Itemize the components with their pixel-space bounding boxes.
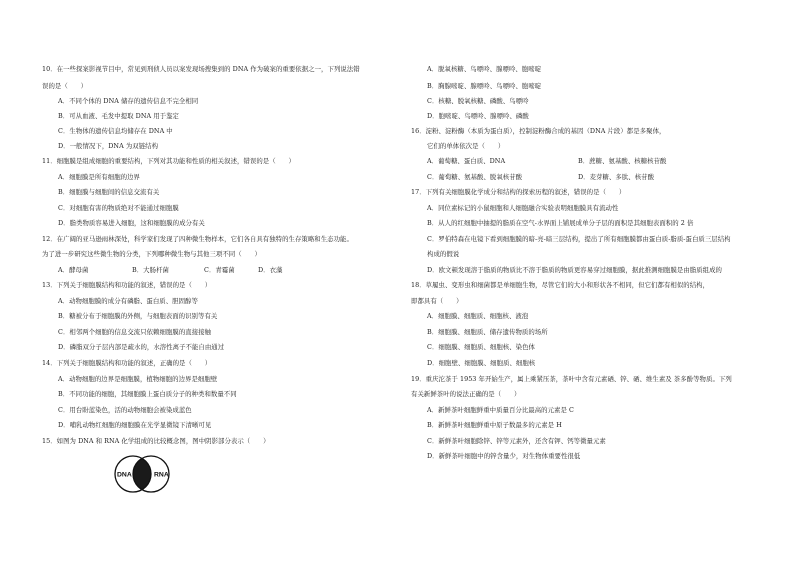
q10-option-a: A．不同个体的 DNA 储存的遗传信息不完全相同 (58, 97, 199, 105)
venn-dna-label: DNA (117, 471, 132, 479)
q10-option-c: C．生物体的遗传信息均储存在 DNA 中 (58, 127, 173, 135)
q15-stem: 15．如图为 DNA 和 RNA 化学组成的比较概念图，图中阴影部分表示（ ） (42, 437, 270, 445)
q10-stem-line1: 10．在一些探案影视节目中，常见到刑侦人员以案发现场搜集到的 DNA 作为破案的重要依据之一，下列说法错 (42, 65, 360, 73)
q11-option-b: B．细胞膜与细胞间的信息交流有关 (58, 188, 160, 196)
q12-option-c: C．青霉菌 (204, 266, 235, 274)
q19-option-d: D．新鲜茶叶细胞中的锌含量少，对生物体重要性很低 (427, 452, 581, 460)
q15-option-a: A．脱氧核糖、鸟嘌呤、腺嘌呤、胞嘧啶 (427, 65, 542, 73)
q12-stem-line1: 12．在广阔的亚马逊雨林深处，科学家们发现了四种微生物样本，它们各自具有独特的生存策略和生态功能。 (42, 235, 353, 243)
q14-option-c: C．用台盼蓝染色，活的动物细胞会被染成蓝色 (58, 406, 192, 414)
q17-option-a: A．同位素标记的小鼠细胞和人细胞融合实验表明细胞膜具有流动性 (427, 204, 619, 212)
q18-option-c: C．细胞膜、细胞质、细胞核、染色体 (427, 343, 535, 351)
q12-stem-line2: 为了进一步研究这些微生物的分类，下列哪种微生物与其他三项不同（ ） (42, 250, 261, 258)
q12-option-a: A．酵母菌 (58, 266, 89, 274)
q19-option-c: C．新鲜茶叶细胞除锌、锌等元素外，还含有钾、钙等微量元素 (427, 437, 606, 445)
q13-stem: 13．下列关于细胞膜结构和功能的叙述，错误的是（ ） (42, 281, 212, 289)
q19-option-a: A．新鲜茶叶细胞鲜重中质量百分比最高的元素是 C (427, 406, 574, 414)
dna-rna-venn-diagram (112, 454, 172, 494)
q14-option-a: A．动物细胞的边界是细胞膜，植物细胞的边界是细胞壁 (58, 375, 218, 383)
q19-stem-line1: 19．重庆沱茶于 1953 年开始生产，属上乘紧压茶，茶叶中含有元素硒、锌、硒、维生素及 茶多酚等物质。下列 (411, 375, 732, 383)
q11-option-a: A．细胞膜是所有细胞的边界 (58, 173, 140, 181)
q16-stem-line2: 它们的单体依次是（ ） (427, 142, 505, 150)
q18-option-d: D．细胞壁、细胞膜、细胞质、细胞核 (427, 359, 536, 367)
q11-option-d: D．脂类物质容易进入细胞，这和细胞膜的成分有关 (58, 219, 205, 227)
q17-option-b: B．从人的红细胞中抽提的脂质在空气-水界面上铺展成单分子层的面积是其细胞表面积的 2 倍 (427, 219, 694, 227)
q10-stem-line2: 误的是（ ） (42, 82, 88, 90)
q15-option-b: B．胸腺嘧啶、腺嘌呤、鸟嘌呤、胞嘧啶 (427, 82, 542, 90)
q14-option-d: D．哺乳动物红细胞的细胞膜在光学显微镜下清晰可见 (58, 421, 212, 429)
q17-option-d: D．欧文顿发现溶于脂质的物质比不溶于脂质的物质更容易穿过细胞膜，据此推测细胞膜是由脂质组成的 (427, 266, 722, 274)
q13-option-b: B．糖被分布于细胞膜的外侧，与细胞表面的识别等有关 (58, 312, 218, 320)
q16-stem-line1: 16．淀粉、淀粉酶（本质为蛋白质），控制淀粉酶合成的基因（DNA 片段）都是多聚体， (411, 127, 666, 135)
q14-option-b: B．不同功能的细胞，其细胞膜上蛋白质分子的种类和数量不同 (58, 390, 237, 398)
q14-stem: 14．下列关于细胞膜结构和功能的叙述，正确的是（ ） (42, 359, 212, 367)
q15-option-c: C．核糖、脱氧核糖、磷酸、鸟嘌呤 (427, 97, 529, 105)
q16-option-c: C．葡萄糖、氨基酸、脱氧核苷酸 (427, 173, 523, 181)
q12-option-b: B．大肠杆菌 (132, 266, 169, 274)
q17-option-c-line1: C．罗伯特森在电镜下看到细胞膜的暗-亮-暗三层结构，提出了所有细胞膜都由蛋白质-脂质-蛋白质三层结构 (427, 235, 731, 243)
q15-option-d: D．胞嘧啶、鸟嘌呤、腺嘌呤、磷酸 (427, 112, 529, 120)
venn-rna-label: RNA (154, 471, 169, 479)
q13-option-a: A．动物细胞膜的成分有磷脂、蛋白质、胆固醇等 (58, 297, 198, 305)
q18-option-a: A．细胞膜、细胞质、细胞核、液泡 (427, 312, 529, 320)
q18-stem-line1: 18．草履虫、变形虫和细菌都是单细胞生物，尽管它们的大小和形状各不相同，但它们都有相似的结构， (411, 281, 710, 289)
q17-stem: 17．下列有关细胞膜化学成分和结构的探索历程的叙述，错误的是（ ） (411, 188, 626, 196)
q18-stem-line2: 即都具有（ ） (411, 297, 463, 305)
q19-stem-line2: 有关新鲜茶叶的说法正确的是（ ） (411, 390, 521, 398)
q16-option-a: A．葡萄糖、蛋白质、DNA (427, 157, 506, 165)
q13-option-c: C．相邻两个细胞的信息交流只依赖细胞膜的直接接触 (58, 328, 212, 336)
q12-option-d: D．衣藻 (258, 266, 283, 274)
q18-option-b: B．细胞膜、细胞质、储存遗传物质的场所 (427, 328, 548, 336)
q10-option-b: B．可从血液、毛发中提取 DNA 用于鉴定 (58, 112, 179, 120)
q16-option-b: B．蔗糖、氨基酸、核糖核苷酸 (578, 157, 667, 165)
q17-option-c-line2: 构成的假说 (427, 250, 460, 258)
q11-option-c: C．对细胞有害的物质绝对不能通过细胞膜 (58, 204, 179, 212)
q16-option-d: D．麦芽糖、多肽、核苷酸 (578, 173, 655, 181)
q19-option-b: B．新鲜茶叶细胞鲜重中原子数最多的元素是 H (427, 421, 562, 429)
q11-stem: 11．细胞膜是组成细胞的重要结构，下列对其功能和性质的相关叙述，错误的是（ ） (42, 157, 295, 165)
q13-option-d: D．磷脂双分子层内部是疏水的，水溶性离子不能自由通过 (58, 343, 225, 351)
q10-option-d: D．一般情况下，DNA 为双链结构 (58, 142, 159, 150)
